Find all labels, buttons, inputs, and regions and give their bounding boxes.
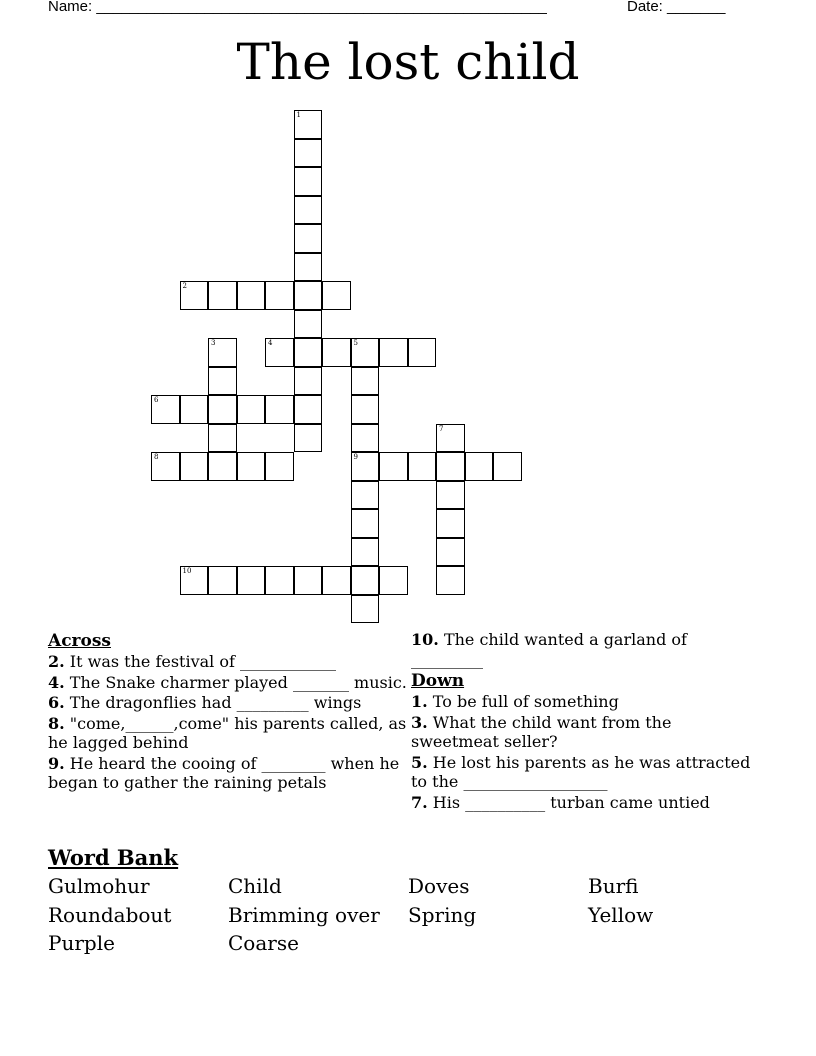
crossword-cell[interactable] (151, 395, 180, 424)
crossword-cell[interactable] (493, 452, 522, 481)
across-clue: 6. The dragonflies had _________ wings (48, 693, 362, 712)
clue-number: 9 (353, 453, 358, 461)
crossword-cell[interactable] (265, 452, 294, 481)
word-bank-word: Roundabout (48, 903, 172, 927)
word-bank-word: Spring (408, 903, 477, 927)
crossword-cell[interactable] (436, 509, 465, 538)
crossword-cell[interactable] (237, 395, 266, 424)
word-bank-word: Doves (408, 874, 470, 898)
crossword-cell[interactable] (294, 424, 323, 453)
crossword-cell[interactable] (436, 566, 465, 595)
crossword-cell[interactable] (208, 281, 237, 310)
crossword-cell[interactable] (208, 395, 237, 424)
clue-number: 6 (154, 396, 159, 404)
down-heading: Down (411, 671, 465, 691)
crossword-cell[interactable] (294, 566, 323, 595)
clue-number: 10 (182, 567, 192, 575)
down-clue: 7. His __________ turban came untied (411, 792, 710, 812)
word-bank-title: Word Bank (48, 845, 179, 870)
crossword-cell[interactable] (351, 338, 380, 367)
crossword-cell[interactable] (208, 452, 237, 481)
crossword-cell[interactable] (379, 566, 408, 595)
crossword-cell[interactable] (265, 281, 294, 310)
crossword-cell[interactable] (208, 566, 237, 595)
crossword-cell[interactable] (208, 424, 237, 453)
crossword-cell[interactable] (294, 281, 323, 310)
crossword-cell[interactable] (237, 566, 266, 595)
crossword-cell[interactable] (294, 310, 323, 339)
clue-number: 2 (182, 282, 187, 290)
crossword-cell[interactable] (322, 566, 351, 595)
across-heading: Across (48, 631, 111, 651)
clue-number: 8 (154, 453, 159, 461)
crossword-cell[interactable] (294, 139, 323, 168)
crossword-cell[interactable] (180, 395, 209, 424)
crossword-cell[interactable] (265, 338, 294, 367)
crossword-cell[interactable] (351, 367, 380, 396)
crossword-cell[interactable] (379, 452, 408, 481)
down-clue: 1. To be full of something (411, 692, 619, 711)
crossword-cell[interactable] (351, 595, 380, 624)
word-bank-word: Brimming over (228, 903, 380, 927)
word-bank-word: Purple (48, 931, 115, 955)
crossword-cell[interactable] (180, 566, 209, 595)
crossword-cell[interactable] (151, 452, 180, 481)
crossword-cell[interactable] (408, 338, 437, 367)
crossword-cell[interactable] (294, 253, 323, 282)
down-clues (411, 630, 756, 813)
name-field-label: Name: ______________________________________________________ (48, 0, 547, 15)
crossword-cell[interactable] (351, 509, 380, 538)
down-clue: 5. He lost his parents as he was attracted to the __________________ (411, 752, 751, 791)
crossword-cell[interactable] (294, 224, 323, 253)
crossword-cell[interactable] (265, 566, 294, 595)
crossword-cell[interactable] (294, 367, 323, 396)
crossword-cell[interactable] (294, 110, 323, 139)
crossword-cell[interactable] (351, 424, 380, 453)
word-bank-word: Coarse (228, 931, 299, 955)
crossword-cell[interactable] (436, 424, 465, 453)
crossword-cell[interactable] (379, 338, 408, 367)
across-clue: 10. The child wanted a garland of _________ (411, 630, 687, 669)
clue-number: 1 (296, 111, 301, 119)
word-bank-word: Gulmohur (48, 874, 150, 898)
crossword-cell[interactable] (265, 395, 294, 424)
down-clue: 3. What the child want from the sweetmeat seller? (411, 712, 672, 751)
crossword-cell[interactable] (351, 395, 380, 424)
word-bank-word: Yellow (588, 903, 654, 927)
crossword-cell[interactable] (294, 395, 323, 424)
across-clue: 9. He heard the cooing of ________ when he began to gather the raining petals (48, 753, 400, 792)
clue-number: 5 (353, 339, 358, 347)
crossword-cell[interactable] (294, 196, 323, 225)
across-clue: 8. "come,______,come" his parents called, as he lagged behind (48, 713, 407, 752)
crossword-cell[interactable] (208, 367, 237, 396)
word-bank-word: Child (228, 874, 282, 898)
crossword-cell[interactable] (208, 338, 237, 367)
crossword-cell[interactable] (322, 281, 351, 310)
across-clue: 2. It was the festival of ____________ (48, 652, 337, 671)
crossword-cell[interactable] (436, 481, 465, 510)
across-clue: 4. The Snake charmer played _______ music. (48, 672, 407, 692)
word-bank-word: Burfi (588, 874, 639, 898)
crossword-cell[interactable] (408, 452, 437, 481)
date-field-label: Date: _______ (627, 0, 726, 15)
crossword-cell[interactable] (351, 452, 380, 481)
crossword-cell[interactable] (465, 452, 494, 481)
crossword-cell[interactable] (294, 338, 323, 367)
crossword-cell[interactable] (351, 538, 380, 567)
crossword-cell[interactable] (322, 338, 351, 367)
across-clues (48, 630, 408, 794)
crossword-cell[interactable] (351, 481, 380, 510)
clue-number: 3 (211, 339, 216, 347)
crossword-cell[interactable] (237, 281, 266, 310)
clue-number: 4 (268, 339, 273, 347)
crossword-cell[interactable] (351, 566, 380, 595)
crossword-cell[interactable] (180, 452, 209, 481)
crossword-cell[interactable] (436, 452, 465, 481)
page-title: The lost child (236, 33, 580, 91)
crossword-cell[interactable] (294, 167, 323, 196)
crossword-cell[interactable] (436, 538, 465, 567)
clue-number: 7 (439, 424, 444, 433)
crossword-cell[interactable] (180, 281, 209, 310)
crossword-cell[interactable] (237, 452, 266, 481)
